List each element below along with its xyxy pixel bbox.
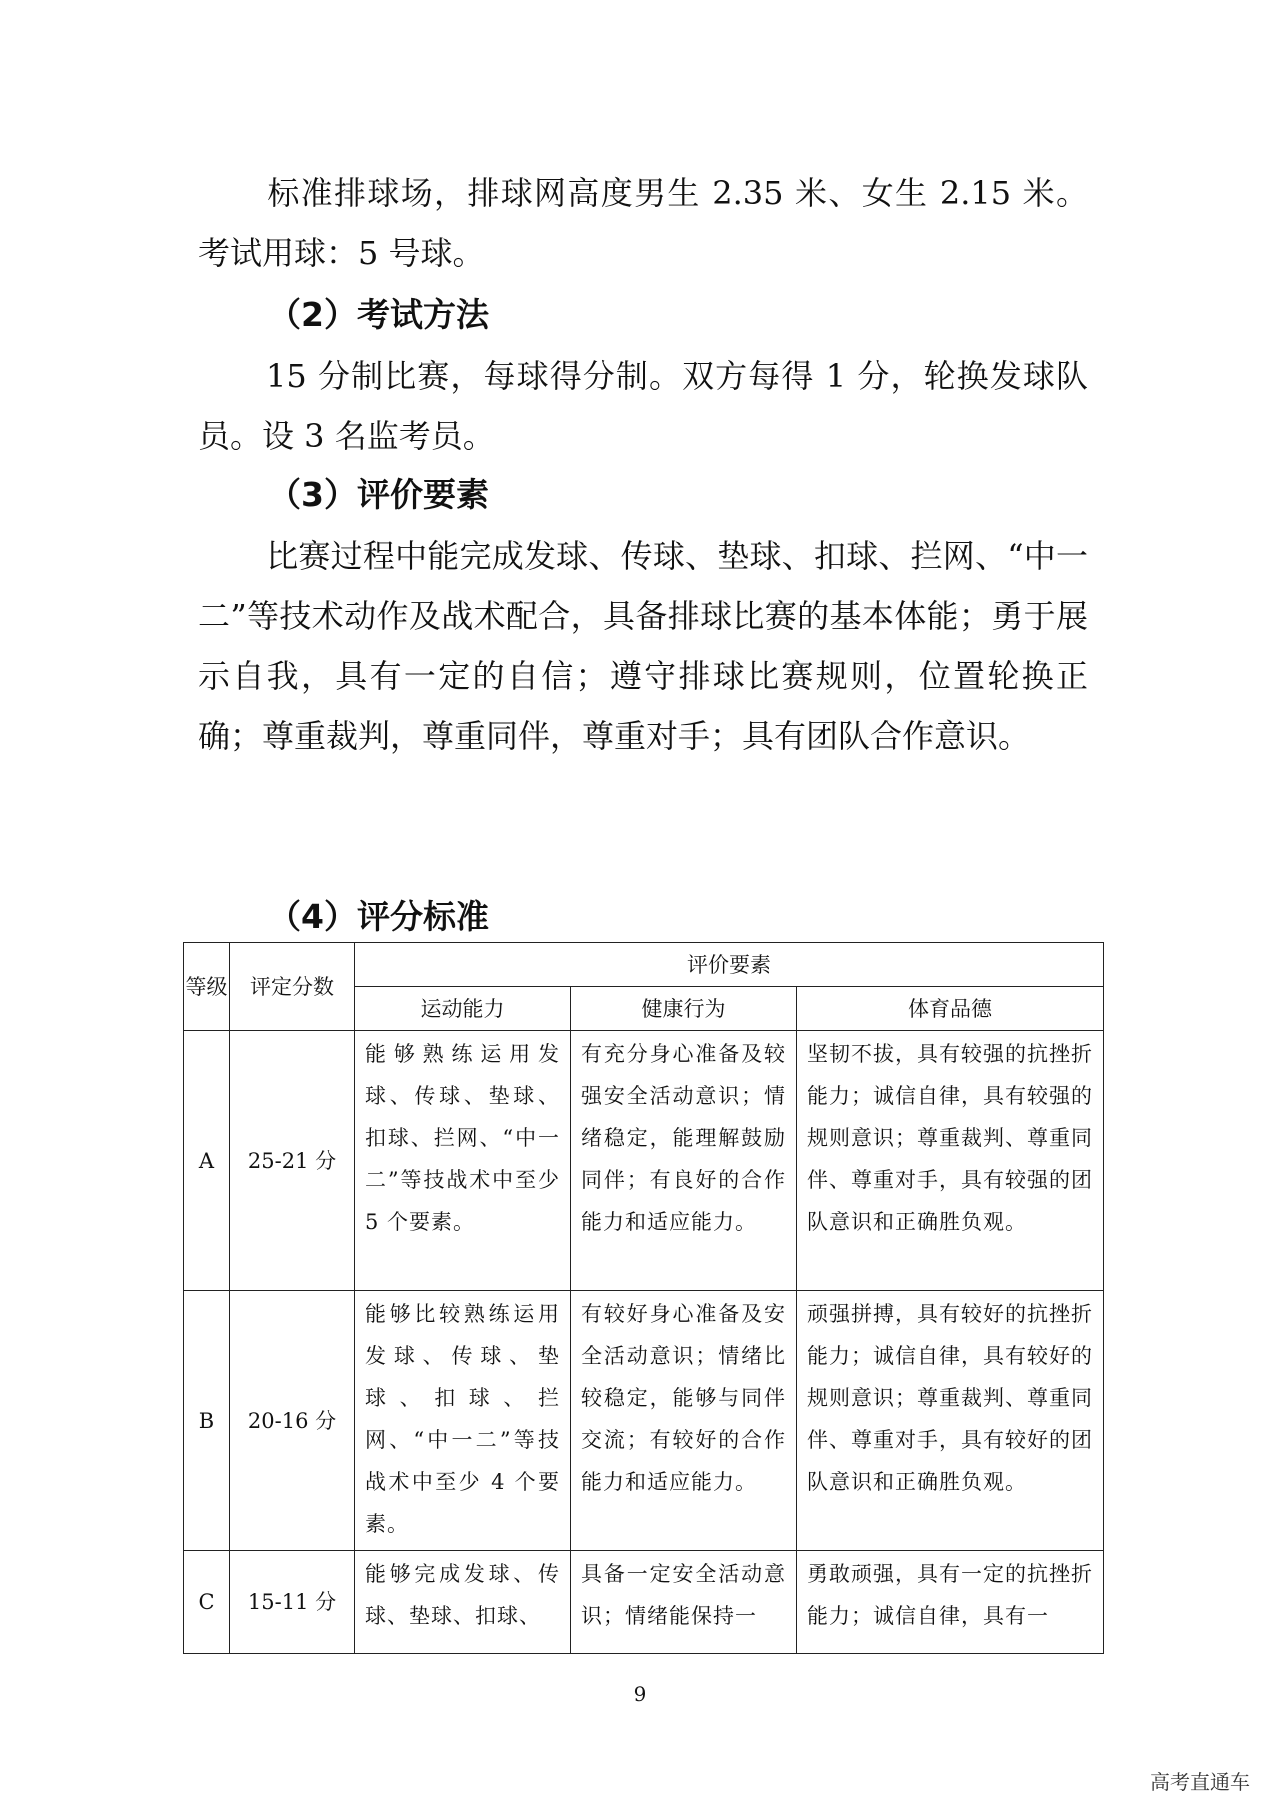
paragraph-exam-method: 15 分制比赛，每球得分制。双方每得 1 分，轮换发球队员。设 3 名监考员。 <box>198 357 1088 455</box>
header-health: 健康行为 <box>571 987 797 1031</box>
grade-cell: C <box>184 1551 230 1654</box>
grade-cell: B <box>184 1291 230 1551</box>
health-cell: 有充分身心准备及较强安全活动意识；情绪稳定，能理解鼓励同伴；有良好的合作能力和适应能力。 <box>571 1031 797 1291</box>
motor-cell: 能够完成发球、传球、垫球、扣球、 <box>355 1551 571 1654</box>
table-row <box>184 1031 1104 1291</box>
table-row <box>184 1551 1104 1654</box>
paragraph-evaluation-elements: 比赛过程中能完成发球、传球、垫球、扣球、拦网、“中一二”等技术动作及战术配合，具备排球比赛的基本体能；勇于展示自我，具有一定的自信；遵守排球比赛规则，位置轮换正确；尊重裁判，尊重同伴，尊重对手；具有团队合作意识。 <box>198 537 1088 755</box>
ethics-cell: 勇敢顽强，具有一定的抗挫折能力；诚信自律，具有一 <box>797 1551 1104 1654</box>
health-cell: 具备一定安全活动意识；情绪能保持一 <box>571 1551 797 1654</box>
header-motor: 运动能力 <box>355 987 571 1031</box>
header-elements: 评价要素 <box>355 943 1104 987</box>
header-grade: 等级 <box>184 943 230 1031</box>
header-score: 评定分数 <box>230 943 355 1031</box>
table-header-row <box>184 943 1104 987</box>
watermark-text: 高考直通车 <box>1150 1770 1250 1794</box>
score-cell: 25-21 分 <box>230 1031 355 1291</box>
scoring-table <box>183 942 1104 1654</box>
page-number: 9 <box>633 1682 647 1706</box>
score-cell: 20-16 分 <box>230 1291 355 1551</box>
table-row <box>184 1291 1104 1551</box>
paragraph-venue: 标准排球场，排球网高度男生 2.35 米、女生 2.15 米。考试用球：5 号球。 <box>198 174 1088 272</box>
ethics-cell: 坚韧不拔，具有较强的抗挫折能力；诚信自律，具有较强的规则意识；尊重裁判、尊重同伴、尊重对手，具有较强的团队意识和正确胜负观。 <box>797 1031 1104 1291</box>
score-cell: 15-11 分 <box>230 1551 355 1654</box>
ethics-cell: 顽强拼搏，具有较好的抗挫折能力；诚信自律，具有较好的规则意识；尊重裁判、尊重同伴、尊重对手，具有较好的团队意识和正确胜负观。 <box>797 1291 1104 1551</box>
motor-cell: 能够比较熟练运用发球、传球、垫球、扣球、拦网、“中一二”等技战术中至少 4 个要素。 <box>355 1291 571 1551</box>
heading-evaluation-elements: （3）评价要素 <box>268 475 489 514</box>
heading-scoring-standard: （4）评分标准 <box>268 897 489 936</box>
header-ethics: 体育品德 <box>797 987 1104 1031</box>
grade-cell: A <box>184 1031 230 1291</box>
motor-cell: 能够熟练运用发球、传球、垫球、扣球、拦网、“中一二”等技战术中至少 5 个要素。 <box>355 1031 571 1291</box>
heading-exam-method: （2）考试方法 <box>268 295 489 334</box>
health-cell: 有较好身心准备及安全活动意识；情绪比较稳定，能够与同伴交流；有较好的合作能力和适应能力。 <box>571 1291 797 1551</box>
